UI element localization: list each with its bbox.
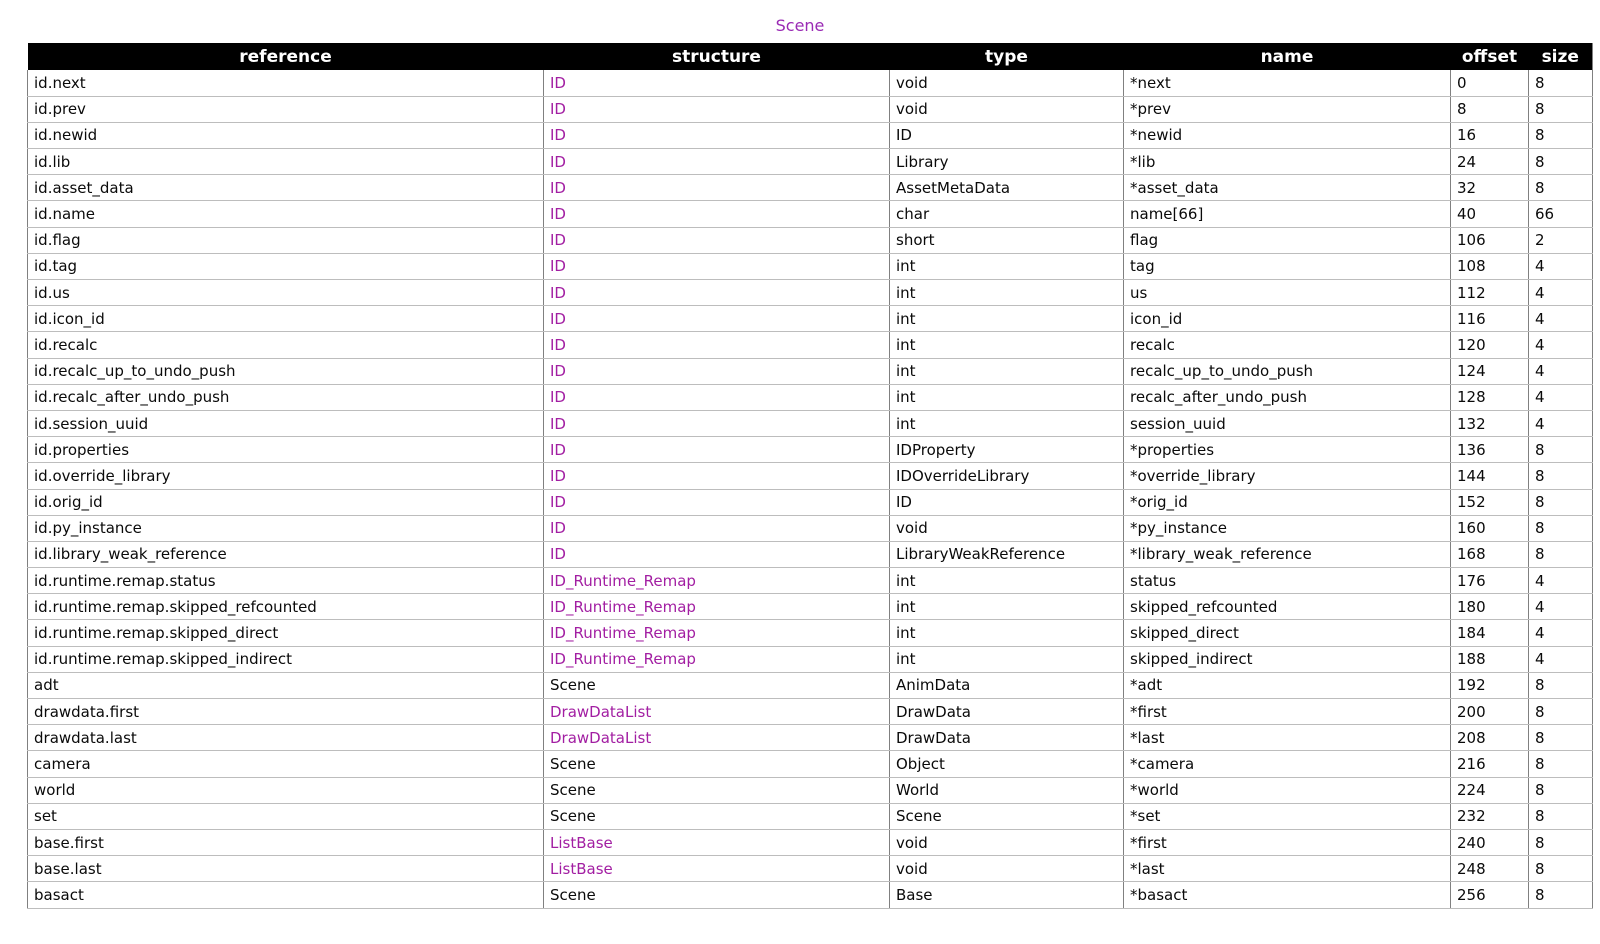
column-header-name: name	[1124, 43, 1451, 70]
offset-cell: 108	[1451, 253, 1529, 279]
table-row	[28, 751, 1593, 777]
offset-cell: 224	[1451, 777, 1529, 803]
structure-link[interactable]: ID_Runtime_Remap	[550, 571, 696, 590]
reference-cell: id.py_instance	[28, 515, 544, 541]
structure-cell	[544, 620, 890, 646]
type-cell: int	[890, 410, 1124, 436]
type-cell: void	[890, 515, 1124, 541]
table-row	[28, 777, 1593, 803]
table-row	[28, 463, 1593, 489]
column-header-type: type	[890, 43, 1124, 70]
reference-cell: id.recalc_after_undo_push	[28, 384, 544, 410]
table-header-row	[28, 43, 1593, 70]
structure-cell	[544, 384, 890, 410]
structure-link[interactable]: ID	[550, 126, 566, 145]
name-cell: *basact	[1124, 882, 1451, 908]
structure-cell	[544, 463, 890, 489]
structure-link[interactable]: ID	[550, 231, 566, 250]
size-cell: 8	[1529, 70, 1593, 96]
structure-cell	[544, 175, 890, 201]
structure-link[interactable]: ID	[550, 205, 566, 224]
name-cell: *first	[1124, 829, 1451, 855]
table-row	[28, 122, 1593, 148]
structure-link[interactable]: ID_Runtime_Remap	[550, 597, 696, 616]
structure-link[interactable]: ID_Runtime_Remap	[550, 650, 696, 669]
size-cell: 8	[1529, 175, 1593, 201]
structure-label: Scene	[550, 676, 596, 695]
offset-cell: 188	[1451, 646, 1529, 672]
structure-cell	[544, 646, 890, 672]
table-row	[28, 149, 1593, 175]
name-cell: *lib	[1124, 149, 1451, 175]
type-cell: Library	[890, 149, 1124, 175]
type-cell: char	[890, 201, 1124, 227]
reference-cell: id.name	[28, 201, 544, 227]
size-cell: 4	[1529, 253, 1593, 279]
name-cell: session_uuid	[1124, 410, 1451, 436]
offset-cell: 256	[1451, 882, 1529, 908]
reference-cell: camera	[28, 751, 544, 777]
type-cell: IDOverrideLibrary	[890, 463, 1124, 489]
table-row	[28, 489, 1593, 515]
structure-cell	[544, 149, 890, 175]
size-cell: 4	[1529, 620, 1593, 646]
structure-cell	[544, 489, 890, 515]
name-cell: *prev	[1124, 96, 1451, 122]
table-row	[28, 829, 1593, 855]
table-row	[28, 725, 1593, 751]
structure-cell	[544, 777, 890, 803]
type-cell: int	[890, 646, 1124, 672]
name-cell: *last	[1124, 856, 1451, 882]
offset-cell: 112	[1451, 280, 1529, 306]
reference-cell: id.override_library	[28, 463, 544, 489]
size-cell: 8	[1529, 149, 1593, 175]
offset-cell: 124	[1451, 358, 1529, 384]
name-cell: recalc_up_to_undo_push	[1124, 358, 1451, 384]
structure-cell	[544, 332, 890, 358]
offset-cell: 180	[1451, 594, 1529, 620]
table-row	[28, 646, 1593, 672]
table-row	[28, 70, 1593, 96]
type-cell: int	[890, 384, 1124, 410]
structure-link[interactable]: ID	[550, 178, 566, 197]
name-cell: skipped_direct	[1124, 620, 1451, 646]
name-cell: *library_weak_reference	[1124, 541, 1451, 567]
structure-cell	[544, 594, 890, 620]
size-cell: 8	[1529, 489, 1593, 515]
reference-cell: world	[28, 777, 544, 803]
type-cell: ID	[890, 122, 1124, 148]
offset-cell: 176	[1451, 568, 1529, 594]
offset-cell: 184	[1451, 620, 1529, 646]
name-cell: *adt	[1124, 672, 1451, 698]
name-cell: skipped_indirect	[1124, 646, 1451, 672]
column-header-reference: reference	[28, 43, 544, 70]
type-cell: Scene	[890, 803, 1124, 829]
name-cell: *py_instance	[1124, 515, 1451, 541]
structure-label: Scene	[550, 807, 596, 826]
type-cell: void	[890, 856, 1124, 882]
size-cell: 2	[1529, 227, 1593, 253]
structure-cell	[544, 122, 890, 148]
structure-link[interactable]: ID	[550, 257, 566, 276]
offset-cell: 128	[1451, 384, 1529, 410]
reference-cell: drawdata.last	[28, 725, 544, 751]
type-cell: IDProperty	[890, 437, 1124, 463]
structure-cell	[544, 515, 890, 541]
reference-cell: adt	[28, 672, 544, 698]
structure-link[interactable]: ID	[550, 100, 566, 119]
name-cell: *set	[1124, 803, 1451, 829]
structure-cell	[544, 882, 890, 908]
offset-cell: 116	[1451, 306, 1529, 332]
reference-cell: base.last	[28, 856, 544, 882]
size-cell: 8	[1529, 882, 1593, 908]
offset-cell: 240	[1451, 829, 1529, 855]
name-cell: *camera	[1124, 751, 1451, 777]
structure-cell	[544, 829, 890, 855]
table-row	[28, 96, 1593, 122]
name-cell: *asset_data	[1124, 175, 1451, 201]
size-cell: 8	[1529, 541, 1593, 567]
structure-cell	[544, 672, 890, 698]
size-cell: 8	[1529, 699, 1593, 725]
size-cell: 4	[1529, 568, 1593, 594]
offset-cell: 16	[1451, 122, 1529, 148]
structure-cell	[544, 410, 890, 436]
name-cell: *world	[1124, 777, 1451, 803]
reference-cell: basact	[28, 882, 544, 908]
column-header-offset: offset	[1451, 43, 1529, 70]
structure-link[interactable]: ListBase	[550, 859, 613, 878]
offset-cell: 120	[1451, 332, 1529, 358]
name-cell: *newid	[1124, 122, 1451, 148]
type-cell: int	[890, 620, 1124, 646]
offset-cell: 32	[1451, 175, 1529, 201]
size-cell: 8	[1529, 437, 1593, 463]
name-cell: *first	[1124, 699, 1451, 725]
size-cell: 4	[1529, 280, 1593, 306]
size-cell: 8	[1529, 751, 1593, 777]
name-cell: *properties	[1124, 437, 1451, 463]
name-cell: recalc	[1124, 332, 1451, 358]
offset-cell: 132	[1451, 410, 1529, 436]
size-cell: 8	[1529, 122, 1593, 148]
type-cell: LibraryWeakReference	[890, 541, 1124, 567]
type-cell: Base	[890, 882, 1124, 908]
name-cell: *override_library	[1124, 463, 1451, 489]
table-row	[28, 175, 1593, 201]
reference-cell: id.tag	[28, 253, 544, 279]
reference-cell: id.next	[28, 70, 544, 96]
name-cell: icon_id	[1124, 306, 1451, 332]
type-cell: void	[890, 829, 1124, 855]
reference-cell: id.newid	[28, 122, 544, 148]
structure-cell	[544, 227, 890, 253]
page-title: Scene	[775, 16, 825, 35]
size-cell: 8	[1529, 856, 1593, 882]
type-cell: ID	[890, 489, 1124, 515]
type-cell: int	[890, 594, 1124, 620]
type-cell: int	[890, 253, 1124, 279]
offset-cell: 152	[1451, 489, 1529, 515]
name-cell: us	[1124, 280, 1451, 306]
structure-cell	[544, 699, 890, 725]
type-cell: AnimData	[890, 672, 1124, 698]
size-cell: 4	[1529, 306, 1593, 332]
structure-link[interactable]: ID	[550, 519, 566, 538]
structure-cell	[544, 541, 890, 567]
type-cell: short	[890, 227, 1124, 253]
column-header-size: size	[1529, 43, 1593, 70]
reference-cell: drawdata.first	[28, 699, 544, 725]
reference-cell: id.runtime.remap.skipped_direct	[28, 620, 544, 646]
offset-cell: 200	[1451, 699, 1529, 725]
name-cell: recalc_after_undo_push	[1124, 384, 1451, 410]
structure-cell	[544, 568, 890, 594]
offset-cell: 232	[1451, 803, 1529, 829]
reference-cell: id.runtime.remap.skipped_indirect	[28, 646, 544, 672]
name-cell: status	[1124, 568, 1451, 594]
structure-link[interactable]: ID	[550, 440, 566, 459]
structure-link[interactable]: ID	[550, 493, 566, 512]
structure-cell	[544, 437, 890, 463]
table-row	[28, 280, 1593, 306]
reference-cell: id.flag	[28, 227, 544, 253]
type-cell: DrawData	[890, 725, 1124, 751]
name-cell: *orig_id	[1124, 489, 1451, 515]
name-cell: *next	[1124, 70, 1451, 96]
structure-label: Scene	[550, 885, 596, 904]
structure-link[interactable]: ID	[550, 309, 566, 328]
structure-cell	[544, 306, 890, 332]
offset-cell: 40	[1451, 201, 1529, 227]
structure-link[interactable]: ID	[550, 335, 566, 354]
table-row	[28, 672, 1593, 698]
reference-cell: id.library_weak_reference	[28, 541, 544, 567]
offset-cell: 144	[1451, 463, 1529, 489]
type-cell: int	[890, 332, 1124, 358]
table-row	[28, 541, 1593, 567]
table-row	[28, 568, 1593, 594]
type-cell: int	[890, 306, 1124, 332]
reference-cell: id.icon_id	[28, 306, 544, 332]
reference-cell: id.asset_data	[28, 175, 544, 201]
offset-cell: 208	[1451, 725, 1529, 751]
size-cell: 8	[1529, 672, 1593, 698]
structure-cell	[544, 253, 890, 279]
column-header-structure: structure	[544, 43, 890, 70]
reference-cell: id.orig_id	[28, 489, 544, 515]
table-row	[28, 227, 1593, 253]
table-row	[28, 437, 1593, 463]
structure-cell	[544, 725, 890, 751]
structure-link[interactable]: ListBase	[550, 833, 613, 852]
table-row	[28, 620, 1593, 646]
structure-link[interactable]: DrawDataList	[550, 702, 652, 721]
structure-cell	[544, 96, 890, 122]
reference-cell: id.properties	[28, 437, 544, 463]
structure-cell	[544, 856, 890, 882]
reference-cell: id.us	[28, 280, 544, 306]
size-cell: 8	[1529, 803, 1593, 829]
structure-cell	[544, 280, 890, 306]
offset-cell: 168	[1451, 541, 1529, 567]
structure-link[interactable]: ID	[550, 73, 566, 92]
reference-cell: id.lib	[28, 149, 544, 175]
reference-cell: set	[28, 803, 544, 829]
size-cell: 66	[1529, 201, 1593, 227]
offset-cell: 192	[1451, 672, 1529, 698]
structure-cell	[544, 358, 890, 384]
size-cell: 8	[1529, 96, 1593, 122]
type-cell: int	[890, 568, 1124, 594]
size-cell: 4	[1529, 410, 1593, 436]
reference-cell: id.runtime.remap.skipped_refcounted	[28, 594, 544, 620]
table-body	[28, 70, 1593, 908]
reference-cell: id.recalc_up_to_undo_push	[28, 358, 544, 384]
size-cell: 4	[1529, 332, 1593, 358]
table-row	[28, 332, 1593, 358]
type-cell: DrawData	[890, 699, 1124, 725]
offset-cell: 136	[1451, 437, 1529, 463]
structure-link[interactable]: ID	[550, 545, 566, 564]
offset-cell: 248	[1451, 856, 1529, 882]
size-cell: 8	[1529, 463, 1593, 489]
structure-cell	[544, 751, 890, 777]
offset-cell: 8	[1451, 96, 1529, 122]
table-row	[28, 515, 1593, 541]
size-cell: 4	[1529, 384, 1593, 410]
structure-label: Scene	[550, 781, 596, 800]
name-cell: flag	[1124, 227, 1451, 253]
table-row	[28, 594, 1593, 620]
structure-label: Scene	[550, 754, 596, 773]
structure-link[interactable]: ID	[550, 362, 566, 381]
structure-link[interactable]: ID	[550, 388, 566, 407]
table-row	[28, 882, 1593, 908]
reference-cell: id.recalc	[28, 332, 544, 358]
table-row	[28, 856, 1593, 882]
offset-cell: 24	[1451, 149, 1529, 175]
structure-link[interactable]: DrawDataList	[550, 728, 652, 747]
structure-link[interactable]: ID_Runtime_Remap	[550, 624, 696, 643]
type-cell: int	[890, 280, 1124, 306]
name-cell: tag	[1124, 253, 1451, 279]
type-cell: Object	[890, 751, 1124, 777]
reference-cell: base.first	[28, 829, 544, 855]
type-cell: int	[890, 358, 1124, 384]
structure-cell	[544, 803, 890, 829]
offset-cell: 0	[1451, 70, 1529, 96]
offset-cell: 160	[1451, 515, 1529, 541]
table-row	[28, 201, 1593, 227]
table-row	[28, 410, 1593, 436]
type-cell: World	[890, 777, 1124, 803]
size-cell: 4	[1529, 594, 1593, 620]
structure-link[interactable]: ID	[550, 414, 566, 433]
size-cell: 8	[1529, 515, 1593, 541]
reference-cell: id.session_uuid	[28, 410, 544, 436]
table-row	[28, 306, 1593, 332]
name-cell: name[66]	[1124, 201, 1451, 227]
size-cell: 8	[1529, 725, 1593, 751]
type-cell: void	[890, 70, 1124, 96]
table-row	[28, 253, 1593, 279]
struct-fields-table	[27, 43, 1593, 909]
type-cell: void	[890, 96, 1124, 122]
name-cell: *last	[1124, 725, 1451, 751]
size-cell: 4	[1529, 646, 1593, 672]
type-cell: AssetMetaData	[890, 175, 1124, 201]
size-cell: 8	[1529, 829, 1593, 855]
table-row	[28, 699, 1593, 725]
structure-link[interactable]: ID	[550, 283, 566, 302]
structure-cell	[544, 201, 890, 227]
size-cell: 4	[1529, 358, 1593, 384]
size-cell: 8	[1529, 777, 1593, 803]
structure-cell	[544, 70, 890, 96]
table-row	[28, 803, 1593, 829]
name-cell: skipped_refcounted	[1124, 594, 1451, 620]
table-row	[28, 384, 1593, 410]
structure-link[interactable]: ID	[550, 152, 566, 171]
structure-link[interactable]: ID	[550, 466, 566, 485]
offset-cell: 106	[1451, 227, 1529, 253]
reference-cell: id.runtime.remap.status	[28, 568, 544, 594]
reference-cell: id.prev	[28, 96, 544, 122]
table-row	[28, 358, 1593, 384]
offset-cell: 216	[1451, 751, 1529, 777]
